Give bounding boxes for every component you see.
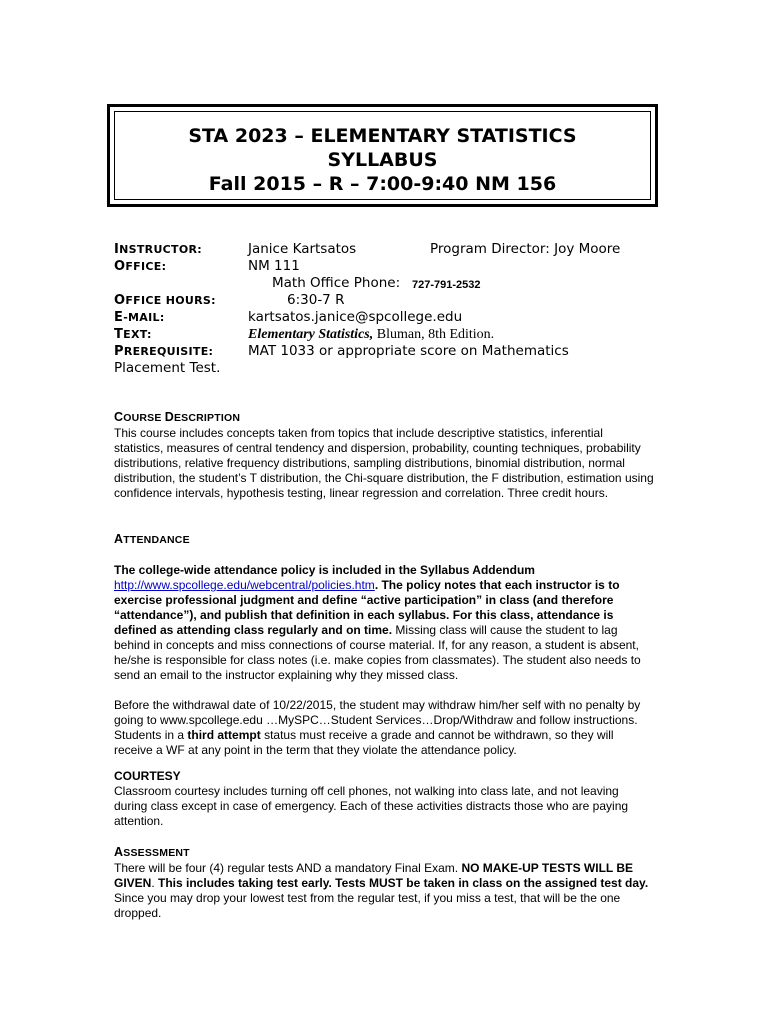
policies-link[interactable]: http://www.spcollege.edu/webcentral/policies.htm	[114, 578, 375, 592]
email-row	[114, 309, 674, 326]
textbook-value	[248, 326, 494, 343]
attendance-missing-class-text: Missing class will cause the student to lag behind in concepts and miss connections of course material. If, for any reason, a student is absent, he/she is responsible for class notes (i.e. make copies from classmates). The student also needs to send an email to the instructor explaining why they missed class.	[114, 623, 641, 682]
textbook-details: Bluman, 8th Edition.	[373, 327, 495, 342]
instructor-row	[114, 241, 674, 258]
prerequisite-continued: Placement Test.	[114, 360, 221, 376]
text-row	[114, 326, 674, 343]
attendance-section	[114, 532, 654, 758]
email-label: E-MAIL:	[114, 310, 165, 325]
assessment-text: There will be four (4) regular tests AND a mandatory Final Exam. NO MAKE-UP TESTS WILL BE GIVEN. This includes taking test early. Tests MUST be taken in class on the assigned test day. Since you may drop your lowest test from the regular test, if you miss a test, that will be the one dropped.	[114, 861, 649, 920]
attendance-policy-intro: The college-wide attendance policy is included in the Syllabus Addendum	[114, 563, 535, 577]
no-makeup-tests-text: NO MAKE-UP TESTS WILL BE GIVEN	[114, 861, 634, 890]
prerequisite-continued-row	[114, 360, 674, 377]
instructor-label: INSTRUCTOR:	[114, 242, 202, 257]
withdrawal-paragraph: Before the withdrawal date of 10/22/2015, the student may withdraw him/her self with no penalty by going to www.spcollege.edu …MySPC…Student Services…Drop/Withdraw and follow instructions. Students in a third attempt status must receive a grade and cannot be withdrawn, so they will receive a WF at any point in the term that they violate the attendance policy.	[114, 698, 641, 757]
office-hours-value: 6:30-7 R	[287, 292, 345, 308]
program-director: Program Director: Joy Moore	[430, 241, 621, 257]
term-schedule: Fall 2015 – R – 7:00-9:40 NM 156	[208, 173, 557, 195]
math-office-phone-value: 727-791-2532	[412, 279, 481, 291]
tests-in-class-text: This includes taking test early. Tests MUST be taken in class on the assigned test day.	[158, 876, 649, 890]
instructor-value: Janice Kartsatos	[248, 241, 357, 257]
course-description-section	[114, 410, 654, 501]
math-office-phone-label: Math Office Phone:	[272, 275, 401, 291]
course-description-heading: COURSE DESCRIPTION	[114, 410, 241, 424]
office-hours-label: OFFICE HOURS:	[114, 293, 216, 308]
email-value: kartsatos.janice@spcollege.edu	[248, 309, 463, 325]
office-row	[114, 258, 674, 275]
prerequisite-row	[114, 343, 674, 360]
prerequisite-value: MAT 1033 or appropriate score on Mathematics	[248, 343, 569, 359]
attendance-policy-definition: . The policy notes that each instructor is to exercise professional judgment and define “active participation” in class (and therefore “attendance”), and publish that definition in each syllabus. For this class, attendance is defined as attending class regularly and on time.	[114, 578, 620, 637]
third-attempt-text: third attempt	[187, 728, 261, 742]
course-title: STA 2023 – ELEMENTARY STATISTICS	[188, 125, 577, 147]
office-value: NM 111	[248, 258, 300, 274]
course-description-text: This course includes concepts taken from topics that include descriptive statistics, inferential statistics, measures of central tendency and dispersion, probability, counting techniques, probability distributions, relative frequency distributions, sampling distributions, binomial distribution, normal distribution, the student’s T distribution, the Chi-square distribution, the F distribution, estimation using confidence intervals, hypothesis testing, linear regression and correlation. Three credit hours.	[114, 426, 654, 500]
title-box	[107, 104, 658, 207]
assessment-heading: ASSESSMENT	[114, 845, 190, 859]
prerequisite-label: PREREQUISITE:	[114, 344, 214, 359]
attendance-heading: ATTENDANCE	[114, 532, 190, 546]
title-box-inner	[114, 111, 651, 200]
courtesy-section	[114, 769, 654, 829]
office-hours-row	[114, 292, 674, 309]
attendance-policy-paragraph	[114, 563, 654, 683]
assessment-section	[114, 845, 654, 921]
courtesy-text: Classroom courtesy includes turning off cell phones, not walking into class late, and not leaving during class except in case of emergency. Each of these activities distracts those who are paying attention.	[114, 784, 629, 828]
office-label: OFFICE:	[114, 259, 167, 274]
course-info	[114, 241, 674, 377]
math-office-phone-row	[114, 275, 674, 292]
syllabus-title: SYLLABUS	[327, 149, 438, 171]
courtesy-heading: COURTESY	[114, 769, 181, 783]
text-label: TEXT:	[114, 327, 152, 342]
textbook-title: Elementary Statistics,	[248, 327, 374, 342]
